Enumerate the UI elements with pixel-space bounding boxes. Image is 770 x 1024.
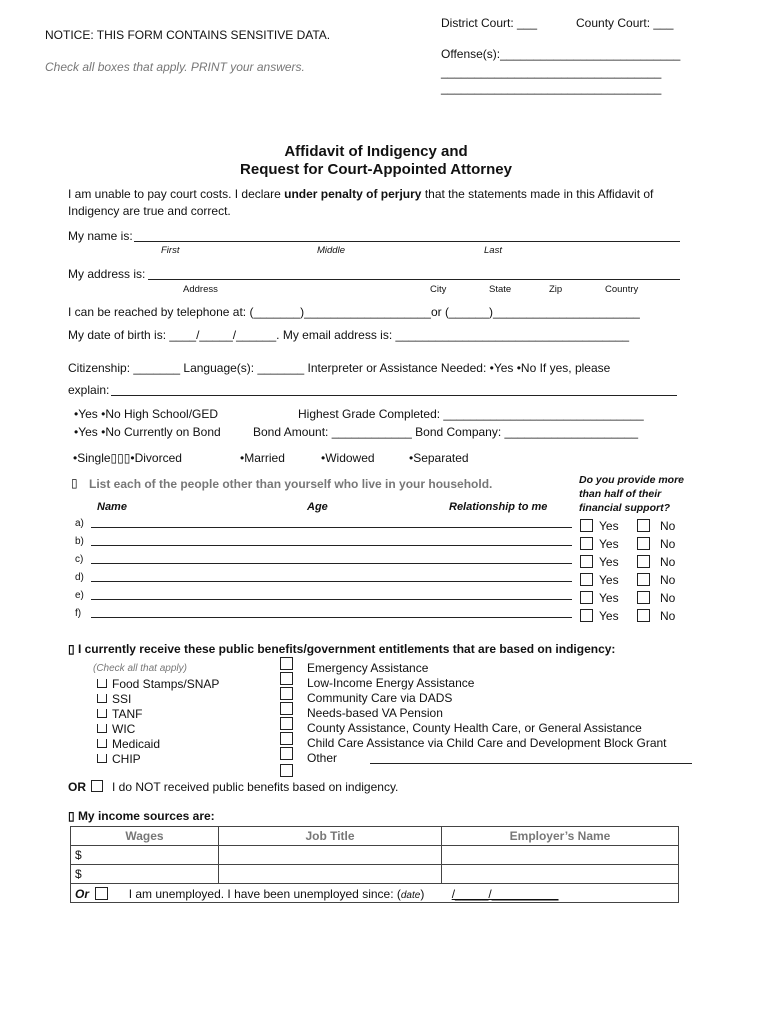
- benefit-checkbox[interactable]: [280, 732, 293, 745]
- household-col-relationship: Relationship to me: [449, 501, 548, 513]
- marital-married[interactable]: •Married: [240, 451, 285, 465]
- income-header-row: [71, 827, 679, 846]
- benefit-checkbox[interactable]: [280, 657, 293, 670]
- unemployed-cell: [71, 884, 679, 903]
- household-row-line[interactable]: [91, 599, 572, 600]
- unemployed-text: I am unemployed. I have been unemployed since: (: [128, 887, 401, 901]
- support-no-label: No: [660, 519, 676, 533]
- support-question-3: financial support?: [579, 502, 671, 514]
- highest-grade-field[interactable]: Highest Grade Completed: ______________________________: [298, 407, 644, 421]
- support-yes-label: Yes: [599, 609, 619, 623]
- intro-line2: Indigency are true and correct.: [68, 204, 231, 218]
- benefit-checkbox[interactable]: [97, 739, 107, 748]
- benefit-checkbox[interactable]: [280, 672, 293, 685]
- employer-cell[interactable]: [442, 865, 679, 884]
- instructions: Check all boxes that apply. PRINT your answers.: [45, 60, 305, 74]
- support-yes-label: Yes: [599, 555, 619, 569]
- benefit-checkbox[interactable]: [97, 754, 107, 763]
- income-col-wages: Wages: [71, 827, 219, 846]
- household-col-name: Name: [97, 501, 127, 513]
- intro-post: that the statements made in this Affidavit of: [421, 187, 654, 201]
- household-row-letter: b): [75, 536, 84, 547]
- unemployed-or-label: Or: [75, 887, 90, 901]
- support-yes-checkbox[interactable]: [580, 591, 593, 604]
- support-yes-checkbox[interactable]: [580, 609, 593, 622]
- benefit-label: SSI: [112, 692, 132, 706]
- income-col-job-title: Job Title: [219, 827, 442, 846]
- support-no-checkbox[interactable]: [637, 537, 650, 550]
- benefit-checkbox[interactable]: [280, 747, 293, 760]
- support-no-label: No: [660, 555, 676, 569]
- benefits-note: (Check all that apply): [93, 663, 187, 674]
- no-benefits-label: I do NOT received public benefits based on indigency.: [112, 780, 399, 794]
- unemployed-checkbox[interactable]: [95, 887, 108, 900]
- marital-widowed[interactable]: •Widowed: [321, 451, 375, 465]
- benefit-label: Medicaid: [112, 737, 161, 751]
- unemployed-date-field[interactable]: /_____/__________: [451, 887, 559, 901]
- benefit-checkbox[interactable]: [97, 679, 107, 688]
- wages-cell[interactable]: $: [71, 865, 219, 884]
- benefit-checkbox[interactable]: [280, 687, 293, 700]
- support-yes-checkbox[interactable]: [580, 519, 593, 532]
- benefit-label: Needs-based VA Pension: [307, 706, 443, 720]
- marital-separated[interactable]: •Separated: [409, 451, 469, 465]
- benefit-checkbox[interactable]: [280, 717, 293, 730]
- offenses-field[interactable]: Offense(s):___________________________: [441, 47, 681, 61]
- explain-label: explain:: [68, 383, 110, 397]
- intro-pre: I am unable to pay court costs. I declare: [68, 187, 285, 201]
- support-no-label: No: [660, 537, 676, 551]
- support-yes-checkbox[interactable]: [580, 537, 593, 550]
- benefit-checkbox[interactable]: [280, 764, 293, 777]
- wages-cell[interactable]: $: [71, 846, 219, 865]
- benefit-checkbox[interactable]: [97, 694, 107, 703]
- household-heading: List each of the people other than yourself who live in your household.: [89, 477, 493, 491]
- benefit-label: Food Stamps/SNAP: [112, 677, 220, 691]
- offenses-line-3[interactable]: _________________________________: [441, 81, 662, 95]
- support-no-checkbox[interactable]: [637, 609, 650, 622]
- benefit-label: Low-Income Energy Assistance: [307, 676, 475, 690]
- support-yes-label: Yes: [599, 591, 619, 605]
- dob-email-field[interactable]: My date of birth is: ____/_____/______. My email address is: ___________________________________: [68, 328, 630, 342]
- support-no-label: No: [660, 573, 676, 587]
- support-no-checkbox[interactable]: [637, 519, 650, 532]
- district-court-field[interactable]: District Court: ___: [441, 16, 538, 30]
- support-no-checkbox[interactable]: [637, 591, 650, 604]
- benefit-checkbox[interactable]: [97, 709, 107, 718]
- country-caption: Country: [605, 284, 639, 295]
- other-benefit-line[interactable]: [370, 763, 692, 764]
- household-checkbox[interactable]: ▯: [71, 476, 78, 490]
- household-row-letter: c): [75, 554, 84, 565]
- household-row-letter: a): [75, 518, 84, 529]
- name-label: My name is:: [68, 229, 133, 243]
- household-row-line[interactable]: [91, 617, 572, 618]
- benefit-label: CHIP: [112, 752, 141, 766]
- form-title-line1: Affidavit of Indigency and: [284, 143, 468, 160]
- phone-field[interactable]: I can be reached by telephone at: (_______)___________________or (______)______________________: [68, 305, 640, 319]
- household-row-line[interactable]: [91, 545, 572, 546]
- support-no-checkbox[interactable]: [637, 555, 650, 568]
- benefit-label: Other: [307, 751, 338, 765]
- bond-option[interactable]: •Yes •No Currently on Bond: [74, 425, 221, 439]
- benefit-label: TANF: [112, 707, 143, 721]
- intro-statement: [68, 187, 653, 201]
- benefit-label: Child Care Assistance via Child Care and Development Block Grant: [307, 736, 667, 750]
- address-input-line[interactable]: [148, 279, 680, 280]
- city-caption: City: [430, 284, 447, 295]
- address-caption: Address: [183, 284, 218, 295]
- bond-amount-field[interactable]: Bond Amount: ____________ Bond Company: ____________________: [253, 425, 639, 439]
- household-row-line[interactable]: [91, 563, 572, 564]
- benefits-heading: ▯ I currently receive these public benefits/government entitlements that are based on indigency:: [68, 642, 616, 656]
- job-title-cell[interactable]: [219, 865, 442, 884]
- name-middle-caption: Middle: [317, 245, 345, 256]
- state-caption: State: [489, 284, 512, 295]
- household-row-line[interactable]: [91, 527, 572, 528]
- unemployed-close-paren: ): [420, 887, 425, 901]
- intro-perjury: under penalty of perjury: [284, 187, 422, 201]
- support-yes-checkbox[interactable]: [580, 555, 593, 568]
- no-benefits-checkbox[interactable]: [91, 780, 103, 792]
- benefit-label: Community Care via DADS: [307, 691, 453, 705]
- support-yes-label: Yes: [599, 573, 619, 587]
- zip-caption: Zip: [549, 284, 563, 295]
- unemployed-date-hint: date: [400, 890, 421, 901]
- household-row-line[interactable]: [91, 581, 572, 582]
- marital-single-divorced[interactable]: •Single▯▯▯•Divorced: [73, 451, 182, 465]
- or-label: OR: [68, 780, 86, 794]
- offenses-line-2[interactable]: _________________________________: [441, 65, 662, 79]
- household-row-letter: e): [75, 590, 84, 601]
- support-yes-label: Yes: [599, 519, 619, 533]
- employer-cell[interactable]: [442, 846, 679, 865]
- support-no-label: No: [660, 609, 676, 623]
- job-title-cell[interactable]: [219, 846, 442, 865]
- benefit-label: WIC: [112, 722, 136, 736]
- unemployed-row: [71, 884, 679, 903]
- table-row[interactable]: [71, 846, 679, 865]
- high-school-option[interactable]: •Yes •No High School/GED: [74, 407, 219, 421]
- household-row-letter: f): [75, 608, 82, 619]
- address-label: My address is:: [68, 267, 146, 281]
- form-title-line2: Request for Court-Appointed Attorney: [240, 161, 512, 178]
- support-no-checkbox[interactable]: [637, 573, 650, 586]
- table-row[interactable]: [71, 865, 679, 884]
- support-yes-label: Yes: [599, 537, 619, 551]
- sensitive-notice: NOTICE: THIS FORM CONTAINS SENSITIVE DATA.: [45, 28, 331, 42]
- name-first-caption: First: [161, 245, 180, 256]
- household-col-age: Age: [307, 501, 328, 513]
- income-table: [70, 826, 679, 903]
- income-heading: ▯ My income sources are:: [68, 809, 215, 823]
- citizenship-field[interactable]: Citizenship: _______ Language(s): _______ Interpreter or Assistance Needed: •Yes •No If yes, please: [68, 361, 611, 375]
- support-question-1: Do you provide more: [579, 474, 685, 486]
- support-question-2: than half of their: [579, 488, 662, 500]
- benefit-label: County Assistance, County Health Care, or General Assistance: [307, 721, 642, 735]
- benefit-checkbox[interactable]: [97, 724, 107, 733]
- household-row-letter: d): [75, 572, 84, 583]
- explain-input-line[interactable]: [111, 395, 677, 396]
- support-yes-checkbox[interactable]: [580, 573, 593, 586]
- benefit-label: Emergency Assistance: [307, 661, 429, 675]
- benefit-checkbox[interactable]: [280, 702, 293, 715]
- name-last-caption: Last: [484, 245, 502, 256]
- name-input-line[interactable]: [134, 241, 680, 242]
- county-court-field[interactable]: County Court: ___: [576, 16, 674, 30]
- support-no-label: No: [660, 591, 676, 605]
- income-col-employer: Employer’s Name: [442, 827, 679, 846]
